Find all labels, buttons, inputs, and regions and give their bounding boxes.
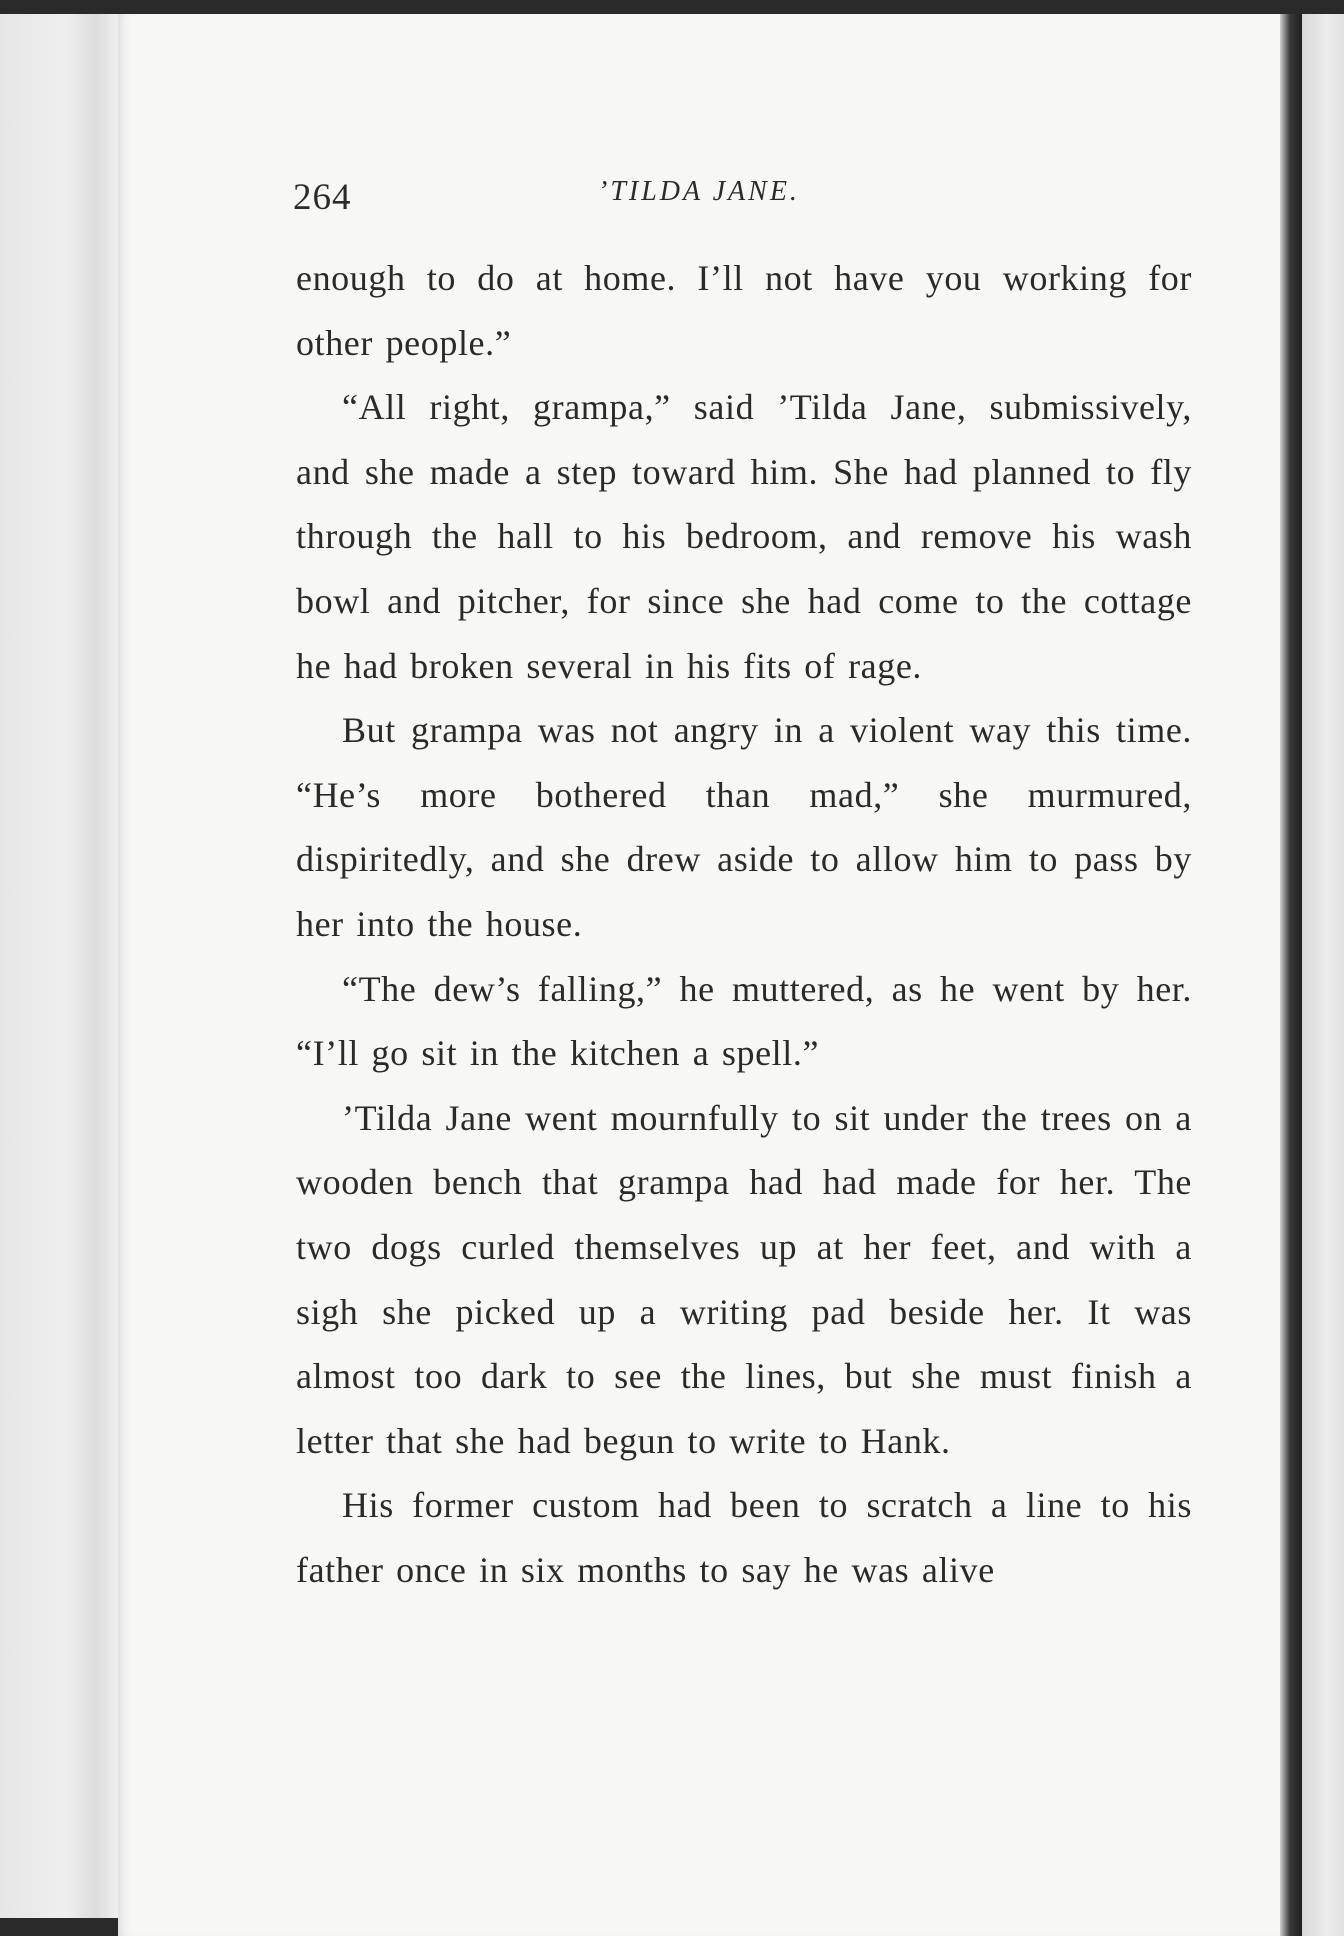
paragraph: “All right, grampa,” said ’Tilda Jane, submissively, and she made a step toward him. She had planned to fly through the hall to his bedroom, and remove his wash bowl and pitcher, for since she had come to the cottage he had broken several in his fits of rage. (296, 387, 1192, 686)
paragraph: His former custom had been to scratch a line to his father once in six months to say he was alive (296, 1485, 1192, 1590)
paragraph: enough to do at home. I’ll not have you working for other people.” (296, 258, 1192, 363)
page-number: 264 (293, 177, 352, 218)
running-head: ’TILDA JANE. (598, 176, 800, 207)
book-left-page-edges (0, 14, 120, 1936)
paragraph: ’Tilda Jane went mournfully to sit under the trees on a wooden bench that grampa had had made for her. The two dogs curled themselves up at her feet, and with a sigh she picked up a writing pad beside her. It was almost too dark to see the lines, but she must finish a letter that she had begun to write to Hank. (296, 1097, 1192, 1461)
paragraph: But grampa was not angry in a violent way this time. “He’s more bothered than mad,” she murmured, dispiritedly, and she drew aside to allow him to pass by her into the house. (296, 710, 1192, 944)
scan-top-edge (0, 0, 1344, 14)
paragraph: “The dew’s falling,” he muttered, as he went by her. “I’ll go sit in the kitchen a spell.” (296, 968, 1192, 1074)
page-header (293, 168, 1193, 228)
body-text (296, 246, 1192, 1602)
book-binding-shadow (1280, 14, 1302, 1936)
book-right-page-edges (1302, 14, 1344, 1936)
scan-bottom-edge (0, 1918, 130, 1936)
